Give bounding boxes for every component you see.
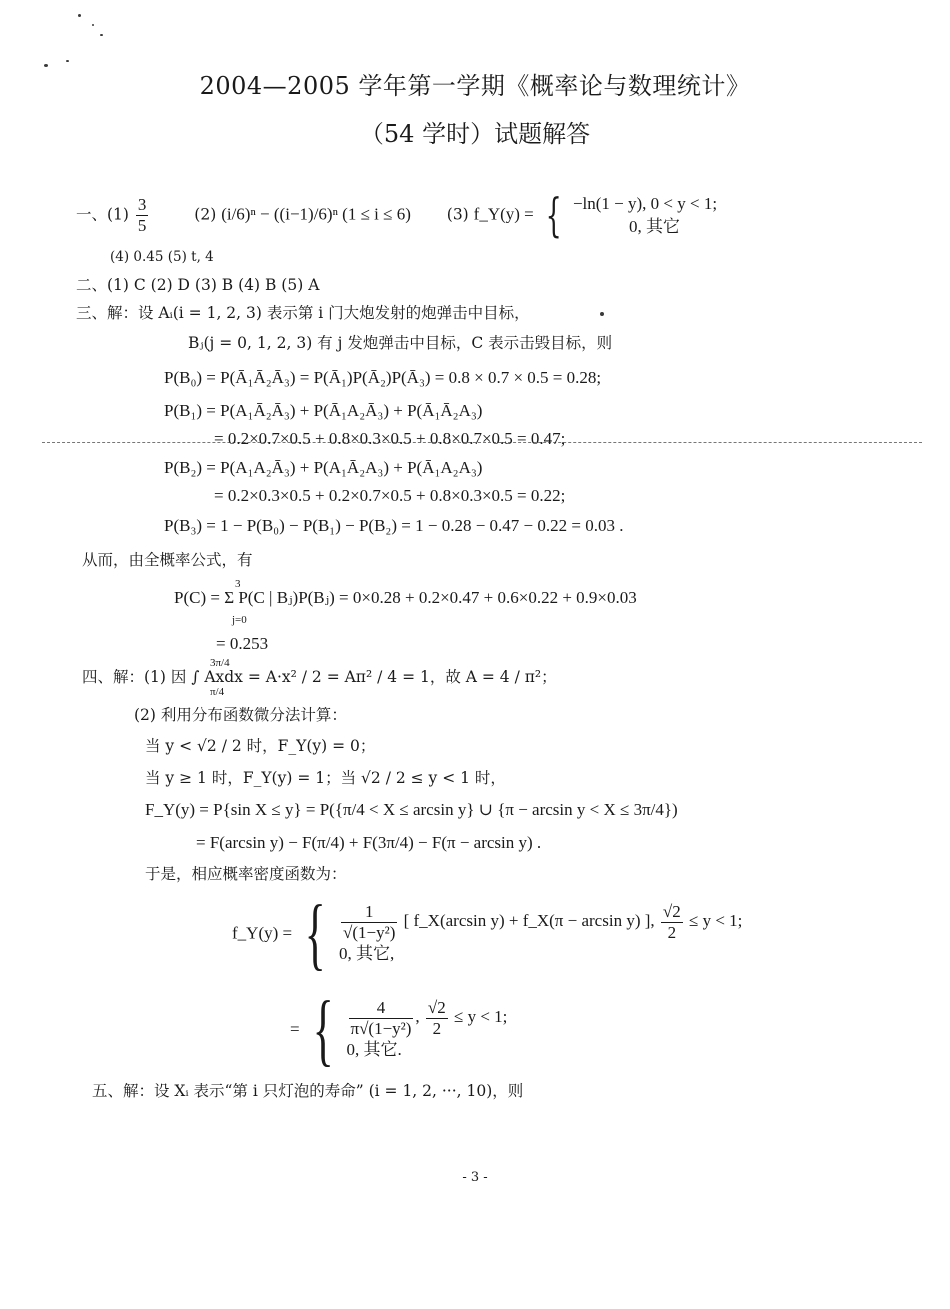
section4-line3: 当 y < √2 / 2 时，F_Y(y) = 0； — [145, 737, 376, 755]
section5-line: 五、解：设 Xᵢ 表示“第 i 只灯泡的寿命” (i = 1, 2, ···, 10)，则 — [92, 1082, 524, 1100]
equation-pb1-b: = 0.2×0.7×0.5 + 0.8×0.3×0.5 + 0.8×0.7×0.5 = 0.47; — [214, 429, 566, 448]
scan-speck — [78, 14, 81, 17]
equation-pb1-a: P(B₁) = P(A₁Ā₂Ā₃) + P(Ā₁A₂Ā₃) + P(Ā₁Ā₂A₃) — [164, 401, 483, 420]
scan-speck — [100, 34, 103, 36]
pdf-cases — [339, 902, 742, 966]
section4-line4: 当 y ≥ 1 时，F_Y(y) = 1；当 √2 / 2 ≤ y < 1 时， — [145, 769, 506, 787]
integral-upper-limit: 3π/4 — [210, 657, 230, 669]
pdf-condition-denominator: 2 — [667, 922, 677, 942]
pdf-denominator: √(1−y²) — [343, 922, 396, 942]
sum-lower-limit: j=0 — [232, 614, 247, 626]
equation-pb2-a: P(B₂) = P(A₁A₂Ā₃) + P(A₁Ā₂A₃) + P(Ā₁A₂A₃) — [164, 458, 483, 477]
q1-numerator: 3 — [137, 195, 147, 215]
pdf-case2: 0, 其它, — [339, 944, 395, 964]
brace-glyph: { — [312, 986, 334, 1074]
pdf2-cases — [347, 998, 508, 1062]
pdf-numerator: 1 — [341, 902, 397, 923]
pdf-lhs: f_Y(y) = — [232, 923, 293, 943]
pdf-fraction — [341, 902, 397, 942]
q3-label: (3) — [446, 205, 469, 224]
equation-pc: P(C) = Σ P(C | Bⱼ)P(Bⱼ) = 0×0.28 + 0.2×0.47 + 0.6×0.22 + 0.9×0.03 — [174, 588, 637, 607]
pdf2-case2: 0, 其它. — [346, 1040, 402, 1060]
equation-pb2-b: = 0.2×0.3×0.5 + 0.2×0.7×0.5 + 0.8×0.3×0.5 = 0.22; — [214, 486, 566, 505]
q2-label: (2) — [194, 205, 217, 224]
pdf2-numerator: 4 — [349, 998, 414, 1019]
q3-lhs: f_Y(y) = — [473, 204, 534, 224]
section3-line1: 三、解：设 Aᵢ(i = 1, 2, 3) 表示第 i 门大炮发射的炮弹击中目标， — [76, 304, 530, 322]
pdf2-condition-denominator: 2 — [432, 1018, 442, 1038]
total-probability-text: 从而，由全概率公式，有 — [82, 551, 253, 569]
scan-speck — [92, 24, 94, 26]
scan-speck — [600, 312, 604, 316]
q1-denominator: 5 — [137, 215, 147, 235]
pdf2-case1: $\frac{4}{\text{π√(1−y²)}}$ , $\frac{√2}{2}$ ≤ y < 1; — [350, 998, 508, 1038]
q3-case1: −ln(1 − y), 0 < y < 1; — [572, 193, 718, 213]
pdf-body: [ f_X(arcsin y) + f_X(π − arcsin y) ], — [403, 911, 655, 930]
section1-row1 — [76, 190, 717, 241]
pdf-block-1 — [232, 890, 742, 978]
pdf-condition-numerator: √2 — [662, 902, 681, 922]
equation-pc-result: = 0.253 — [216, 634, 269, 653]
section1-row2: (4) 0.45 (5) t, 4 — [110, 249, 214, 265]
pdf-condition-fraction — [661, 902, 683, 942]
brace-glyph: { — [305, 890, 327, 978]
pdf2-fraction — [349, 998, 414, 1038]
section1-label: 一、(1) — [76, 205, 129, 224]
pdf2-denominator: π√(1−y²) — [350, 1018, 412, 1038]
section3-line2: Bⱼ(j = 0, 1, 2, 3) 有 j 发炮弹击中目标，C 表示击毁目标，则 — [188, 334, 613, 352]
equation-pb3: P(B₃) = 1 − P(B₀) − P(B₁) − P(B₂) = 1 − 0.28 − 0.47 − 0.22 = 0.03 . — [164, 516, 624, 535]
section4-line5: F_Y(y) = P{sin X ≤ y} = P({π/4 < X ≤ arcsin y} ∪ {π − arcsin y < X ≤ 3π/4}) — [145, 800, 678, 819]
pdf2-condition-fraction — [426, 998, 448, 1038]
scan-speck — [66, 60, 69, 62]
page-number: - 3 - — [462, 1170, 488, 1185]
q3-cases — [573, 192, 717, 240]
equation-pb0: P(B₀) = P(Ā₁Ā₂Ā₃) = P(Ā₁)P(Ā₂)P(Ā₃) = 0.8 × 0.7 × 0.5 = 0.28; — [164, 368, 602, 387]
section4-line1: 四、解：(1) 因 ∫ Axdx = A·x² / 2 = Aπ² / 4 = 1，故 A = 4 / π²； — [82, 668, 557, 686]
integral-lower-limit: π/4 — [210, 686, 225, 698]
section4-line2: (2) 利用分布函数微分法计算： — [134, 706, 347, 724]
q3-case2: 0, 其它 — [628, 217, 680, 237]
q1-fraction — [136, 195, 149, 235]
q2-expression: (i/6)ⁿ − ((i−1)/6)ⁿ (1 ≤ i ≤ 6) — [221, 204, 411, 224]
pdf2-condition-numerator: √2 — [427, 998, 446, 1018]
section4-line6: = F(arcsin y) − F(π/4) + F(3π/4) − F(π − arcsin y) . — [196, 833, 542, 852]
page-subtitle: （54 学时）试题解答 — [359, 120, 591, 148]
pdf-case1 — [339, 902, 742, 942]
section4-line7: 于是，相应概率密度函数为： — [145, 865, 347, 883]
pdf-condition-tail: ≤ y < 1; — [689, 911, 743, 930]
pdf2-condition-tail: ≤ y < 1; — [454, 1007, 508, 1026]
pdf2-equals: = — [290, 1019, 300, 1039]
brace-glyph: { — [545, 188, 562, 242]
pdf-block-2 — [290, 986, 507, 1074]
page-title: 2004—2005 学年第一学期《概率论与数理统计》 — [199, 72, 751, 100]
section2-answers: 二、(1) C (2) D (3) B (4) B (5) A — [76, 276, 320, 294]
sum-upper-limit: 3 — [235, 578, 241, 590]
